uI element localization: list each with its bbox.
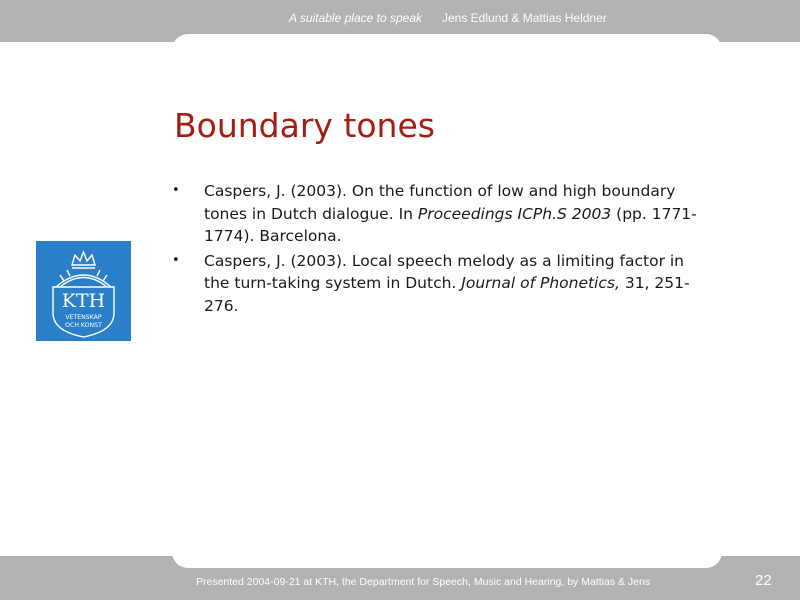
logo-line1: VETENSKAP: [65, 314, 102, 321]
logo-line2: OCH KONST: [65, 322, 102, 329]
reference-text: Caspers, J. (2003). On the function of low and high boundary tones in Dutch dialogue. In: [204, 182, 676, 223]
reference-item: [168, 250, 698, 318]
header-authors: Jens Edlund & Mattias Heldner: [442, 11, 607, 25]
reference-text: 31, 251-276.: [204, 274, 690, 315]
logo-text: KTH: [61, 290, 106, 312]
kth-crest-icon: [36, 241, 131, 341]
reference-item: [168, 180, 698, 248]
reference-publication: Journal of Phonetics,: [461, 274, 620, 292]
reference-publication: Proceedings ICPh.S 2003: [417, 204, 612, 223]
footer-text: Presented 2004-09-21 at KTH, the Department for Speech, Music and Hearing, by Mattias & Jens: [196, 576, 651, 588]
bullet-icon: •: [172, 252, 180, 268]
reference-list: [168, 180, 698, 317]
slide-title: Boundary tones: [174, 106, 435, 145]
reference-text: Caspers, J. (2003). Local speech melody as a limiting factor in the turn-taking system in Dutch.: [204, 251, 685, 292]
reference-text: (pp. 1771-1774). Barcelona.: [204, 204, 697, 245]
page-number: 22: [755, 572, 772, 589]
kth-logo: [36, 241, 131, 341]
bullet-icon: •: [172, 183, 180, 198]
header-presentation-title: A suitable place to speak: [289, 11, 422, 25]
